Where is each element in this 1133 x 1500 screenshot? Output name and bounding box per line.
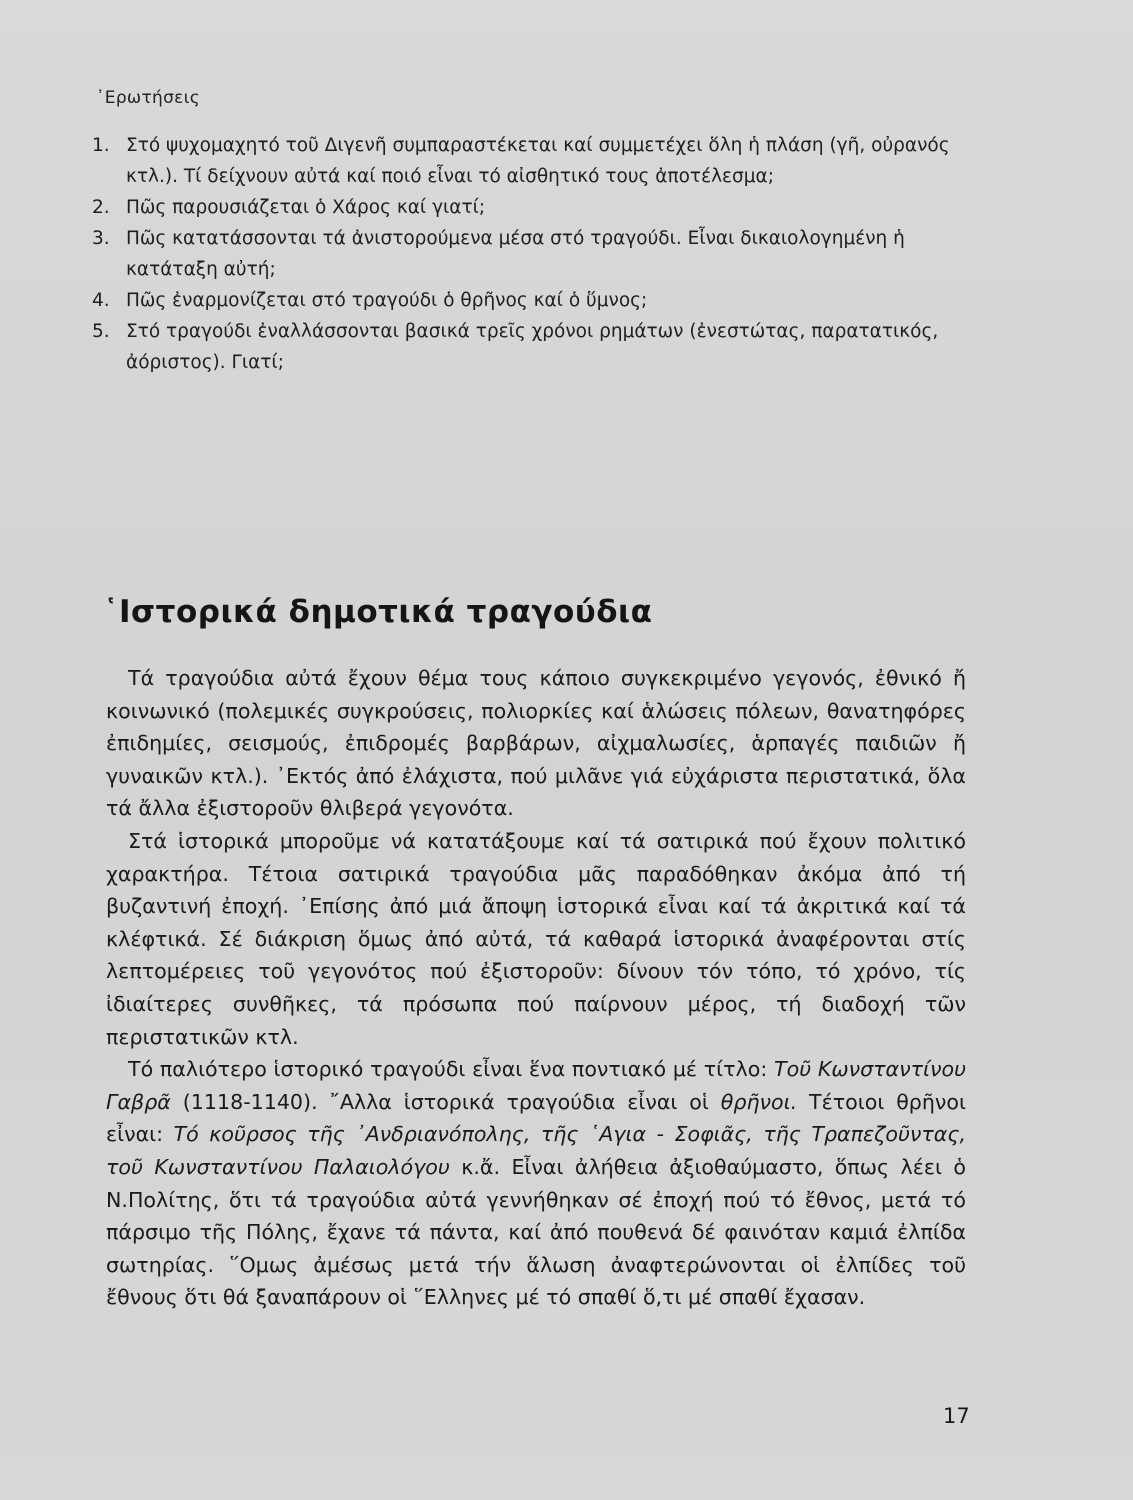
- paragraph-3-text: (1118-1140). ῎Αλλα ἱστορικά τραγούδια εἶναι οἱ: [170, 1089, 721, 1114]
- question-text: Στό ψυχομαχητό τοῦ Διγενῆ συμπαραστέκεται καί συμμετέχει ὅλη ἡ πλάση (γῆ, οὐρανός κτλ.). Τί δείχνουν αὐτά καί ποιό εἶναι τό αἰσθητικό τους ἀποτέλεσμα;: [126, 135, 950, 187]
- paragraph-3-term: θρῆνοι.: [720, 1089, 798, 1114]
- question-item: [92, 316, 972, 378]
- paragraph-3-text: Τέτοιοι θρῆνοι εἶναι:: [106, 1089, 966, 1147]
- question-text: Πῶς ἐναρμονίζεται στό τραγούδι ὁ θρῆνος καί ὁ ὕμνος;: [126, 290, 648, 311]
- section-title: ῾Ιστορικά δημοτικά τραγούδια: [103, 594, 653, 630]
- question-item: [92, 223, 972, 285]
- question-number: 1.: [92, 135, 110, 156]
- question-text: Πῶς κατατάσσονται τά ἀνιστορούμενα μέσα στό τραγούδι. Εἶναι δικαιολογημένη ἡ κατάταξη αὐτή;: [126, 228, 905, 280]
- paragraph-3-text: κ.ἄ. Εἶναι ἀλήθεια ἀξιοθαύμαστο, ὅπως λέει ὁ Ν.Πολίτης, ὅτι τά τραγούδια αὐτά γεννήθηκαν σέ ἐποχή πού τό ἔθνος, μετά τό πάρσιμο τῆς Πόλης, ἔχανε τά πάντα, καί ἀπό πουθενά δέ φαινόταν καμιά ἐλπίδα σωτηρίας. ῞Ομως ἀμέσως μετά τήν ἅλωση ἀναφτερώνονται οἱ ἐλπίδες τοῦ ἔθνους ὅτι θά ξαναπάρουν οἱ ῞Ελληνες μέ τό σπαθί ὅ,τι μέ σπαθί ἔχασαν.: [106, 1154, 966, 1310]
- page-number: 17: [943, 1404, 970, 1428]
- question-number: 5.: [92, 321, 110, 342]
- paragraph-3-song-title: Τοῦ Κωνσταντίνου Γαβρᾶ: [106, 1057, 967, 1114]
- questions-list: [92, 130, 972, 378]
- question-number: 4.: [92, 290, 110, 311]
- question-item: [92, 130, 972, 192]
- paragraph-2: Στά ἱστορικά μποροῦμε νά κατατάξουμε καί τά σατιρικά πού ἔχουν πολιτικό χαρακτήρα. Τέτοια σατιρικά τραγούδια μᾶς παραδόθηκαν ἀκόμα ἀπό τή βυζαντινή ἐποχή. ᾿Επίσης ἀπό μιά ἄποψη ἱστορικά εἶναι καί τά ἀκριτικά καί τά κλέφτικά. Σέ διάκριση ὅμως ἀπό αὐτά, τά καθαρά ἱστορικά ἀναφέρονται στίς λεπτομέρειες τοῦ γεγονότος πού ἐξιστοροῦν: δίνουν τόν τόπο, τό χρόνο, τίς ἰδιαίτερες συνθῆκες, τά πρόσωπα πού παίρνουν μέρος, τή διαδοχή τῶν περιστατικῶν κτλ.: [106, 828, 966, 1049]
- question-text: Στό τραγούδι ἐναλλάσσονται βασικά τρεῖς χρόνοι ρημάτων (ἐνεστώτας, παρατατικός, ἀόριστος). Γιατί;: [126, 321, 939, 373]
- question-text: Πῶς παρουσιάζεται ὁ Χάρος καί γιατί;: [126, 197, 486, 218]
- paragraph-3-text: Τό παλιότερο ἱστορικό τραγούδι εἶναι ἕνα ποντιακό μέ τίτλο:: [128, 1057, 775, 1082]
- question-number: 2.: [92, 197, 110, 218]
- paragraph-3-lament-titles: Τό κοῦρσος τῆς ᾿Ανδριανόπολης, τῆς ῾Αγια - Σοφιᾶς, τῆς Τραπεζοῦντας, τοῦ Κωνσταντίνου Παλαιολόγου: [106, 1122, 966, 1179]
- paragraph-1: Τά τραγούδια αὐτά ἔχουν θέμα τους κάποιο συγκεκριμένο γεγονός, ἐθνικό ἤ κοινωνικό (πολεμικές συγκρούσεις, πολιορκίες καί ἁλώσεις πόλεων, θανατηφόρες ἐπιδημίες, σεισμούς, ἐπιδρομές βαρβάρων, αἰχμαλωσίες, ἁρπαγές παιδιῶν ἤ γυναικῶν κτλ.). ᾿Εκτός ἀπό ἐλάχιστα, πού μιλᾶνε γιά εὐχάριστα περιστατικά, ὅλα τά ἄλλα ἐξιστοροῦν θλιβερά γεγονότα.: [106, 666, 966, 821]
- questions-heading: ᾿Ερωτήσεις: [96, 88, 200, 108]
- section-body: [106, 662, 966, 1314]
- question-number: 3.: [92, 228, 110, 249]
- question-item: [92, 192, 972, 223]
- paragraph-3: [106, 1053, 966, 1314]
- question-item: [92, 285, 972, 316]
